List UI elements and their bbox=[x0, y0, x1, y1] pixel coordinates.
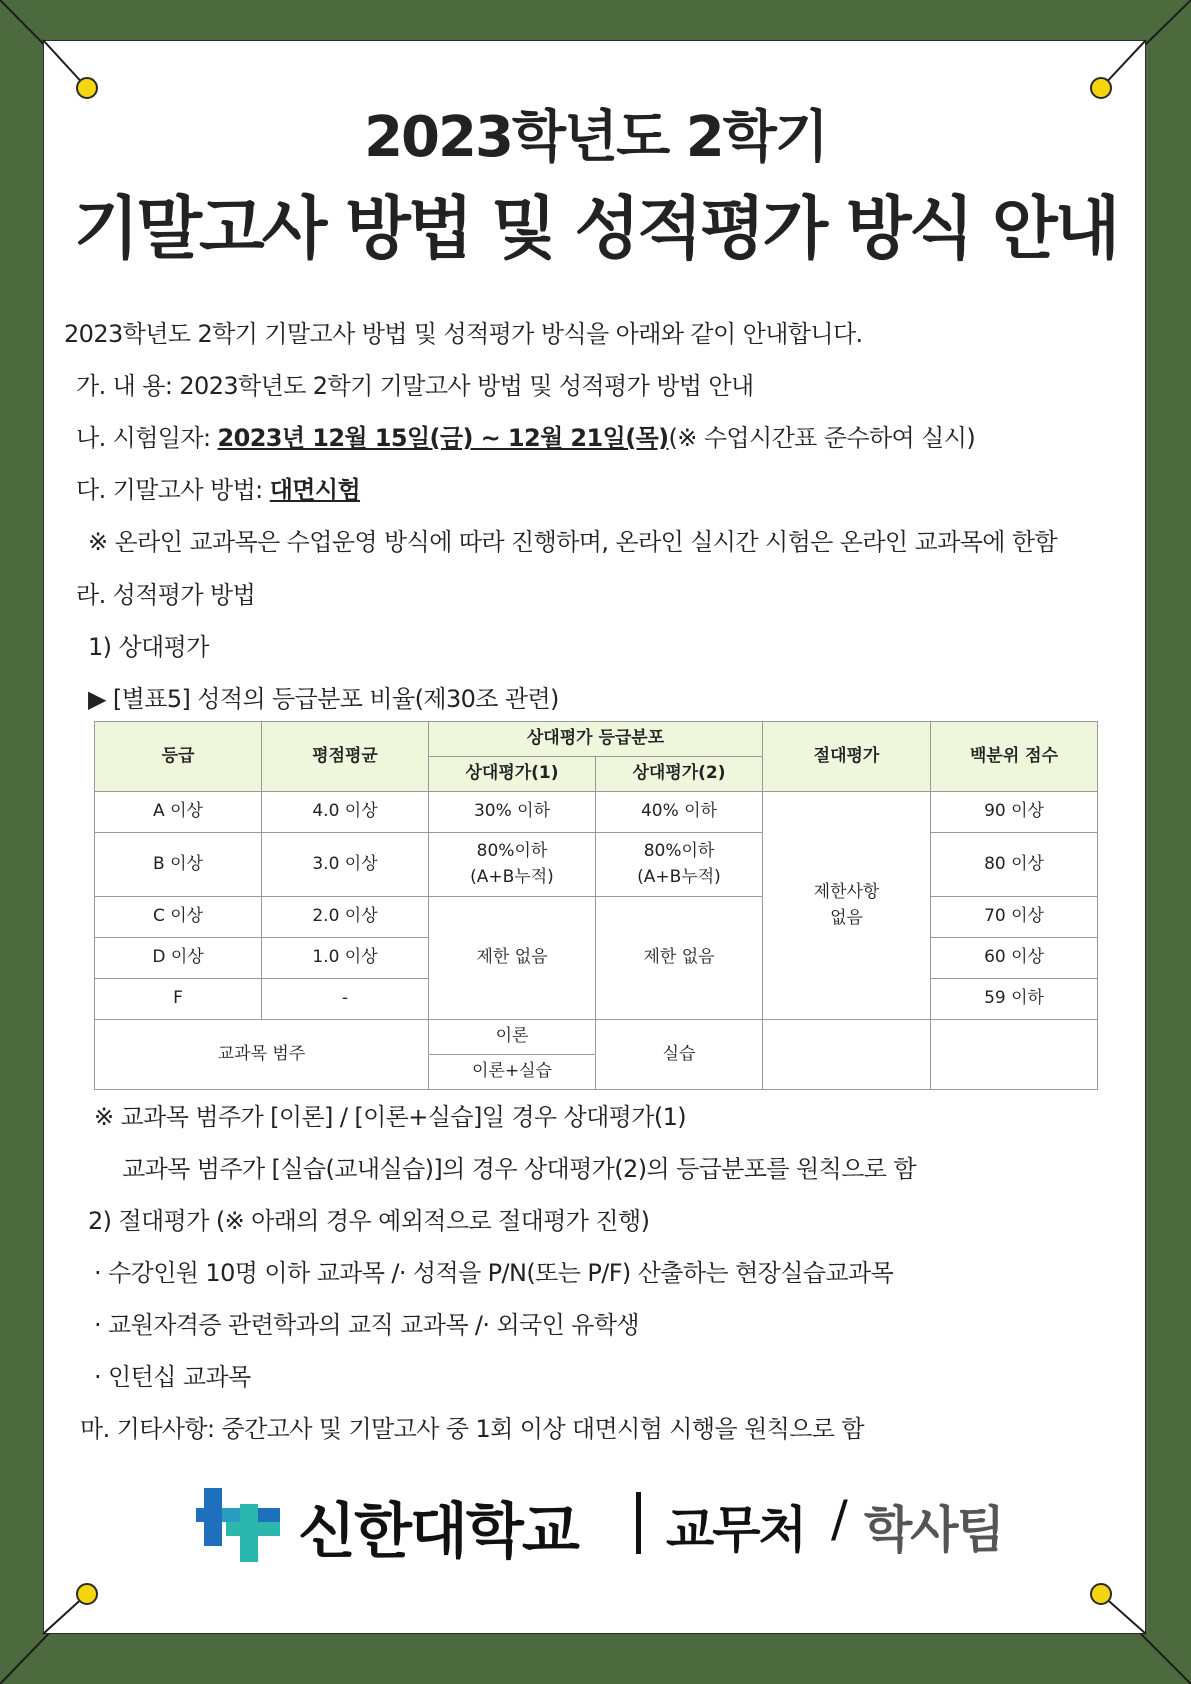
absolute-cell: 제한사항 없음 bbox=[763, 792, 931, 1020]
relative2-cell: 80%이하 (A+B누적) bbox=[596, 833, 763, 897]
relative1-cell: 80%이하 (A+B누적) bbox=[429, 833, 596, 897]
gpa-cell: - bbox=[262, 979, 429, 1020]
percentile-cell: 80 이상 bbox=[931, 833, 1098, 897]
category-empty-cell bbox=[763, 1020, 931, 1090]
percentile-cell: 70 이상 bbox=[931, 897, 1098, 938]
gpa-cell: 1.0 이상 bbox=[262, 938, 429, 979]
table-row bbox=[95, 792, 1098, 833]
item-da-note: ※ 온라인 교과목은 수업운영 방식에 따라 진행하며, 온라인 실시간 시험은 온라인 교과목에 한함 bbox=[88, 528, 1058, 556]
university-emblem-icon bbox=[196, 1488, 280, 1562]
table-row bbox=[95, 833, 1098, 897]
title-line2: 기말고사 방법 및 성적평가 방식 안내 bbox=[73, 190, 1118, 269]
category-label-cell: 교과목 범주 bbox=[95, 1020, 429, 1090]
grade-cell: B 이상 bbox=[95, 833, 262, 897]
header-absolute: 절대평가 bbox=[763, 722, 931, 792]
category-row bbox=[95, 1020, 1098, 1055]
relative1-cell: 30% 이하 bbox=[429, 792, 596, 833]
category-empty-cell bbox=[931, 1020, 1098, 1090]
item-ga: 가. 내 용: 2023학년도 2학기 기말고사 방법 및 성적평가 방법 안내 bbox=[76, 372, 754, 400]
item-ra-2: 2) 절대평가 (※ 아래의 경우 예외적으로 절대평가 진행) bbox=[88, 1207, 650, 1235]
grade-cell: F bbox=[95, 979, 262, 1020]
relative2-cell: 40% 이하 bbox=[596, 792, 763, 833]
grommet-bottom-right-icon bbox=[1090, 1583, 1112, 1605]
team-name: 학사팀 bbox=[864, 1501, 1003, 1559]
category-theory-cell: 이론 bbox=[429, 1020, 596, 1055]
university-name: 신한대학교 bbox=[298, 1497, 578, 1567]
department-name: 교무처 bbox=[666, 1501, 805, 1559]
grade-cell: C 이상 bbox=[95, 897, 262, 938]
table-note-1: ※ 교과목 범주가 [이론] / [이론+실습]일 경우 상대평가(1) bbox=[94, 1103, 687, 1131]
item-ra-1: 1) 상대평가 bbox=[88, 633, 209, 661]
item-na-note: (※ 수업시간표 준수하여 실시) bbox=[668, 424, 976, 452]
logo-slash: / bbox=[831, 1490, 848, 1548]
category-practice-cell: 실습 bbox=[596, 1020, 763, 1090]
percentile-cell: 59 이하 bbox=[931, 979, 1098, 1020]
intro-text: 2023학년도 2학기 기말고사 방법 및 성적평가 방식을 아래와 같이 안내합니다. bbox=[64, 320, 863, 348]
header-grade: 등급 bbox=[95, 722, 262, 792]
title-line1: 2023학년도 2학기 bbox=[364, 105, 827, 170]
relative1-no-limit-cell: 제한 없음 bbox=[429, 897, 596, 1020]
item-ma: 마. 기타사항: 중간고사 및 기말고사 중 1회 이상 대면시험 시행을 원칙으로 함 bbox=[80, 1415, 865, 1443]
category-theory-practice-cell: 이론+실습 bbox=[429, 1055, 596, 1090]
gpa-cell: 2.0 이상 bbox=[262, 897, 429, 938]
table-caption: ▶ [별표5] 성적의 등급분포 비율(제30조 관련) bbox=[88, 685, 559, 713]
item-na bbox=[76, 418, 975, 453]
logo-divider bbox=[636, 1492, 641, 1554]
table-row bbox=[95, 897, 1098, 938]
absolute-bullet-2: · 교원자격증 관련학과의 교직 교과목 /· 외국인 유학생 bbox=[94, 1311, 640, 1339]
header-relative2: 상대평가(2) bbox=[596, 757, 763, 792]
gpa-cell: 3.0 이상 bbox=[262, 833, 429, 897]
gpa-cell: 4.0 이상 bbox=[262, 792, 429, 833]
percentile-cell: 90 이상 bbox=[931, 792, 1098, 833]
grade-cell: A 이상 bbox=[95, 792, 262, 833]
item-da-label: 다. 기말고사 방법: bbox=[76, 476, 270, 504]
item-na-label: 나. 시험일자: bbox=[76, 424, 218, 452]
table-header-row bbox=[95, 722, 1098, 757]
header-percentile: 백분위 점수 bbox=[931, 722, 1098, 792]
exam-method: 대면시험 bbox=[269, 476, 361, 504]
header-relative1: 상대평가(1) bbox=[429, 757, 596, 792]
header-relative-group: 상대평가 등급분포 bbox=[429, 722, 763, 757]
exam-date: 2023년 12월 15일(금) ~ 12월 21일(목) bbox=[217, 424, 669, 452]
absolute-bullet-1: · 수강인원 10명 이하 교과목 /· 성적을 P/N(또는 P/F) 산출하는 현장실습교과목 bbox=[94, 1259, 894, 1287]
grade-cell: D 이상 bbox=[95, 938, 262, 979]
grommet-bottom-left-icon bbox=[76, 1583, 98, 1605]
relative2-no-limit-cell: 제한 없음 bbox=[596, 897, 763, 1020]
table-note-2: 교과목 범주가 [실습(교내실습)]의 경우 상대평가(2)의 등급분포를 원칙으로 함 bbox=[122, 1155, 916, 1183]
item-ra: 라. 성적평가 방법 bbox=[76, 581, 256, 609]
header-gpa: 평점평균 bbox=[262, 722, 429, 792]
absolute-bullet-3: · 인턴십 교과목 bbox=[94, 1363, 251, 1391]
item-da bbox=[76, 470, 360, 505]
percentile-cell: 60 이상 bbox=[931, 938, 1098, 979]
grade-distribution-table bbox=[94, 721, 1098, 1090]
university-logo bbox=[196, 1484, 1016, 1567]
